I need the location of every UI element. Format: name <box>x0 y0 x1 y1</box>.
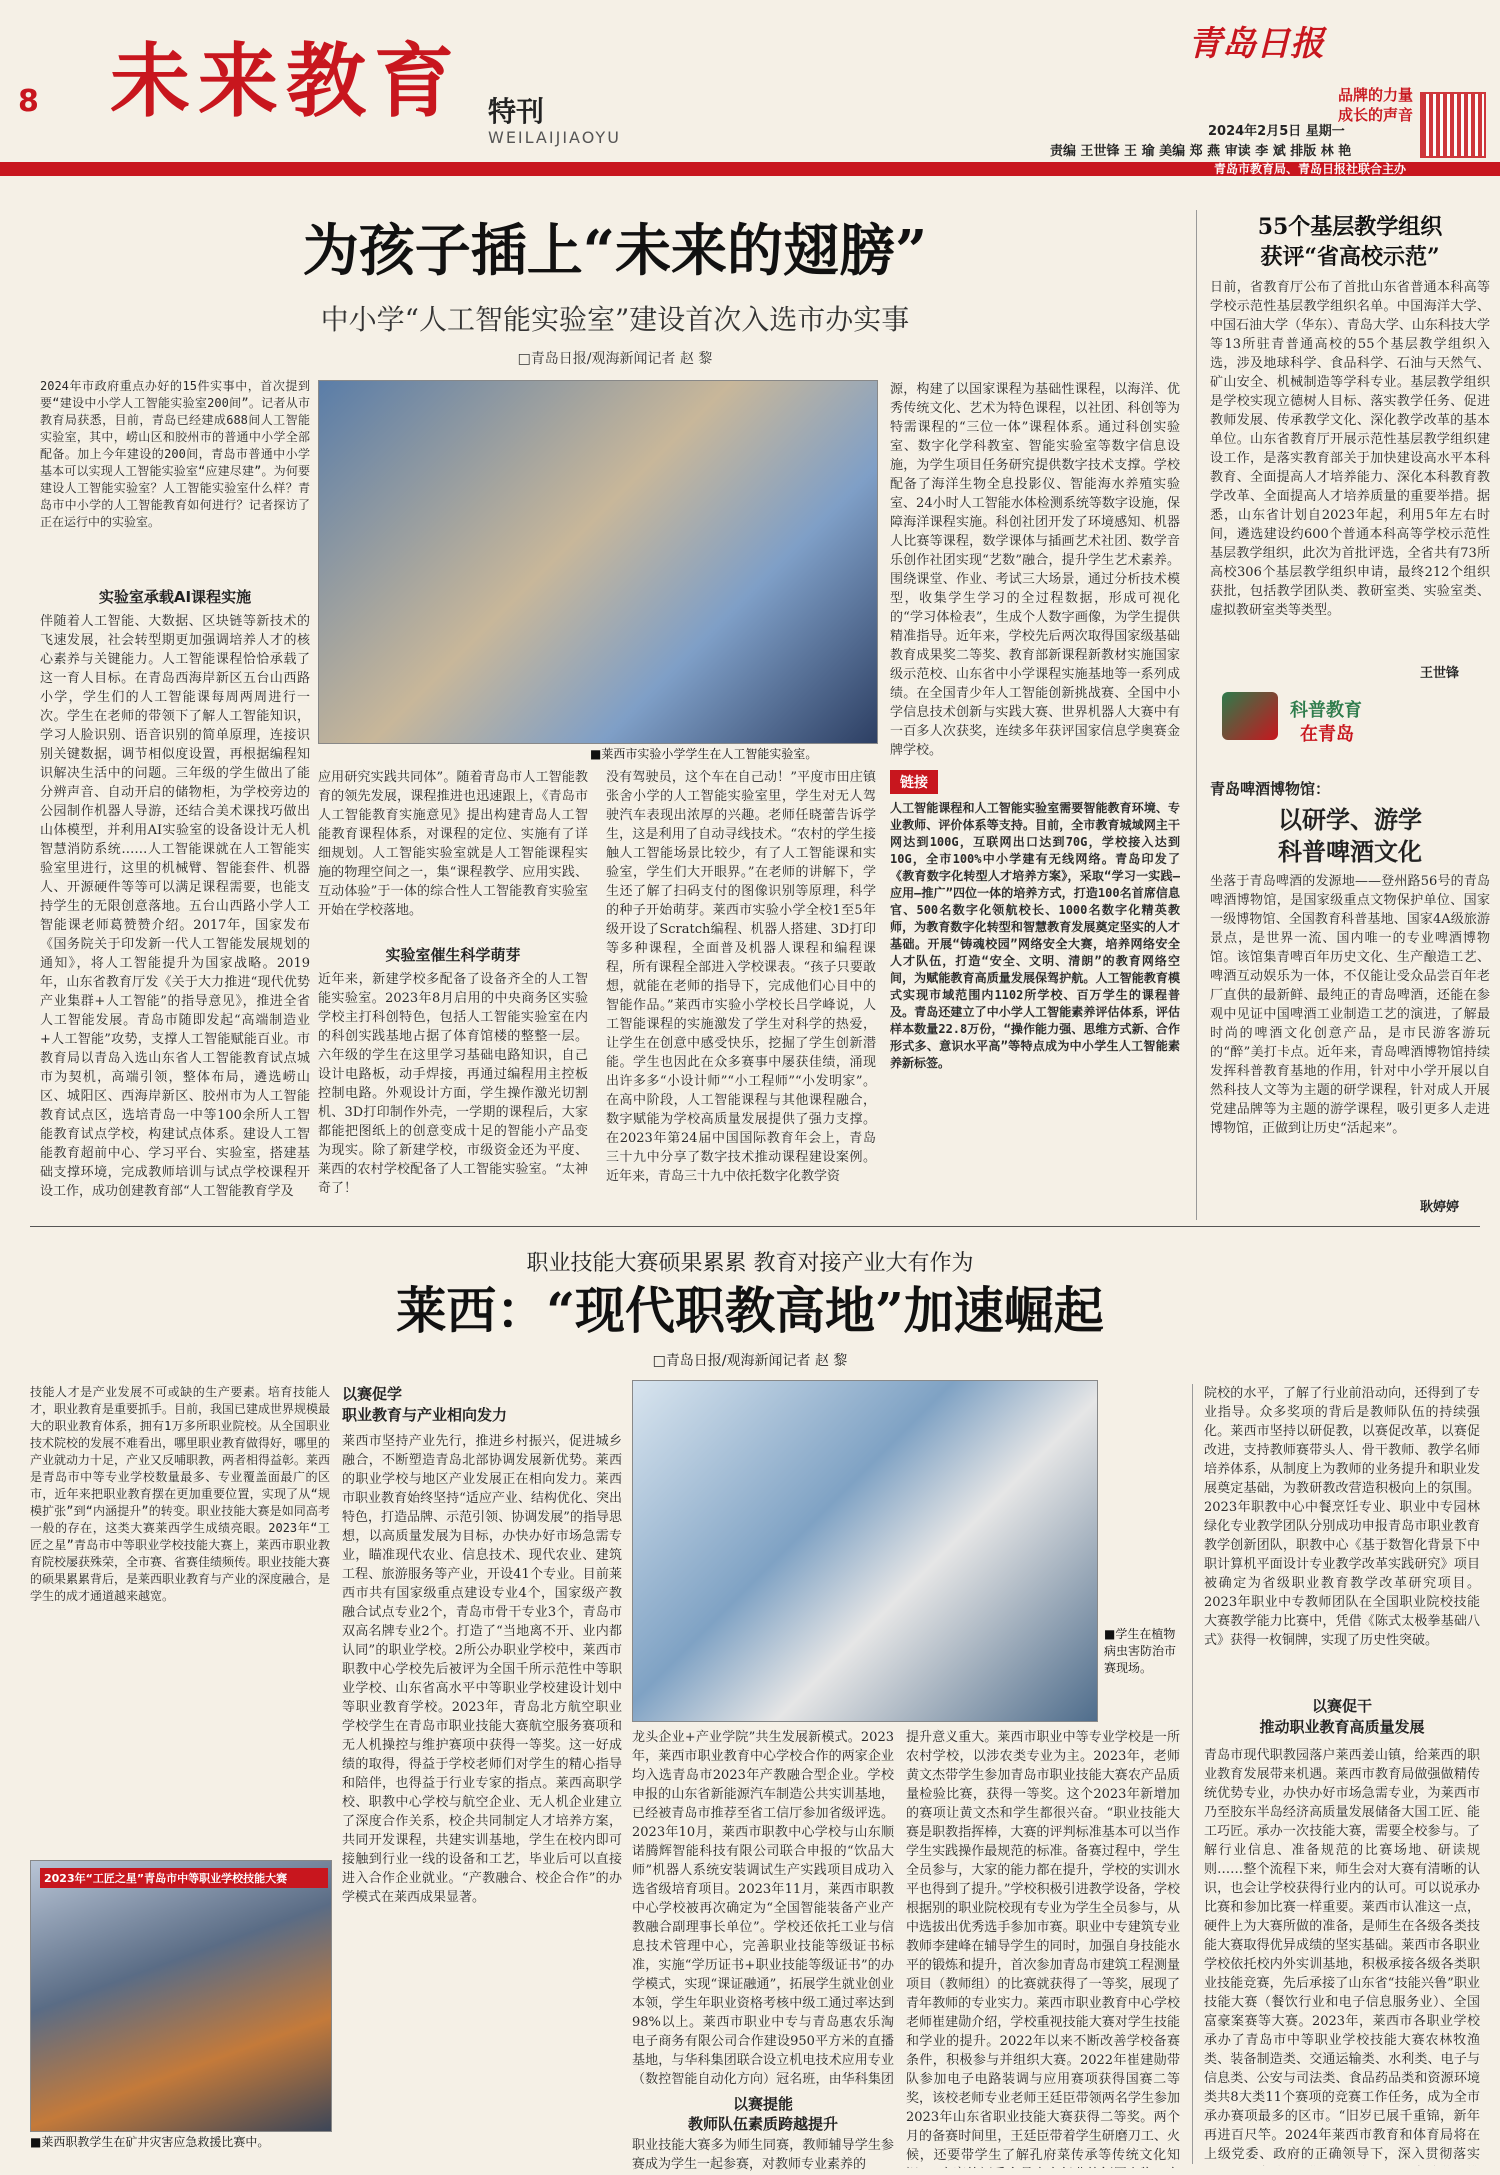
article1-heading-1: 实验室承载AI课程实施 <box>98 588 252 606</box>
plant-lab-photo-caption: ■学生在植物病虫害防治市赛现场。 <box>1104 1627 1177 1675</box>
slogan-line-2: 成长的声音 <box>1338 106 1414 124</box>
article2-byline: □青岛日报/观海新闻记者 赵 黎 <box>652 1353 848 1369</box>
section-divider <box>30 1226 1480 1227</box>
article2-kicker: 职业技能大赛硕果累累 教育对接产业大有作为 <box>526 1251 974 1276</box>
page-number: 8 <box>18 84 39 119</box>
article1-col1: 伴随着人工智能、大数据、区块链等新技术的飞速发展，社会转型期更加强调培养人才的核心素养与关键能力。人工智能课程恰恰承载了这一育人目标。在青岛西海岸新区五台山西路小学，学生们的人工智能课每周两周进行一次。学生在老师的带领下了解人工智能知识，学习人脸识别、语音识别的简单原理，连接识别关键数据，调节相似度设置，再根据编程知识解决生活中的问题。三年级的学生做出了能分辨声音、自动开启的储物柜，为学校旁边的公园制作机器人导游，还结合美术课找巧做出山体模型，并利用AI实验室的设备设计无人机智慧消防系统……人工智能课就在人工智能实验室里进行，这里的机械臂、智能套件、机器人、开源硬件等等可以满足课程需要，也能支持学生的无限创意落地。五台山西路小学人工智能课老师葛赞赞介绍。2017年，国家发布《国务院关于印发新一代人工智能发展规划的通知》，将人工智能提升为国家战略。2019年，山东省教育厅发《关于大力推进“现代优势产业集群+人工智能”的指导意见》，推进全省人工智能发展。青岛市随即发起“高端制造业+人工智能”攻势，支撑人工智能赋能百业。市教育局以青岛入选山东省人工智能教育试点城市为契机，高端引领，整体布局，遴选崂山区、城阳区、西海岸新区、胶州市为人工智能教育试点区，选培青岛一中等100余所人工智能教育试点学校，构建试点体系。建设人工智能教育超前中心、学习平台、实验室，搭建基础支撑环境，完成教师培训与试点学校课程开设工作，成功创建教育部“人工智能教育学及 <box>40 614 310 1199</box>
robot-lab-photo-caption: ■莱西市实验小学学生在人工智能实验室。 <box>590 747 818 761</box>
article1-col2: 应用研究实践共同体”。随着青岛市人工智能教育的领先发展，课程推进也迅速跟上，《青岛市人工智能教育实施意见》提出构建青岛人工智能教育课程体系，对课程的定位、实施有了详细规划。人工智能实验室就是人工智能课程实施的物理空间之一，集“课程教学、应用实践、互动体验”于一体的综合性人工智能教育实验室开始在学校落地。 <box>318 770 588 918</box>
rescue-photo-caption: ■莱西职教学生在矿井灾害应急救援比赛中。 <box>30 2135 270 2149</box>
plant-lab-photo <box>632 1380 1098 1722</box>
article2-col4: 提升意义重大。莱西市职业中等专业学校是一所农村学校，以涉农类专业为主。2023年，老师黄文杰带学生参加青岛市职业技能大赛农产品质量检验比赛，获得一等奖。这个2023年新增加的赛项让黄文杰和学生都很兴奋。“职业技能大赛是职教指挥棒，大赛的评判标准基本可以当作学生实践操作最规范的标准。备赛过程中，学生全员参与，大家的能力都在提升，学校的实训水平也得到了提升。”学校积极引进教学设备，学校根据别的职业院校现有专业为学生全员参与，从中选拔出优秀选手参加市赛。职业中专建筑专业教师李建峰在辅导学生的同时，加强自身技能水平的锻炼和提升，首次参加青岛市建筑工程测量项目（教师组）的比赛就获得了一等奖，展现了青年教师的专业实力。莱西市职业教育中心学校老师崔建勋介绍，学校重视技能大赛对学生技能和学业的提升。2022年以来不断改善学校备赛条件，积极参与并组织大赛。2022年崔建勋带队参加电子电路装调与应用赛项获得国赛二等奖，该校老师专业老师王廷臣带领两名学生参加2023年山东省职业技能大赛获得二等奖。两个月的备赛时间里，王廷臣带着学生研磨刀工、火候，还要带学生了解孔府菜传承等传统文化知 <box>906 1730 1180 2163</box>
side2-kicker: 青岛啤酒博物馆： <box>1210 780 1331 798</box>
qr-code <box>1420 92 1486 158</box>
robot-lab-photo <box>318 380 878 744</box>
article1-subtitle: 中小学“人工智能实验室”建设首次入选市办实事 <box>320 303 910 336</box>
paper-logo: 青岛日报 <box>1188 24 1324 64</box>
article1-heading-2: 实验室催生科学萌芽 <box>385 946 521 964</box>
side1-author: 王世锋 <box>1420 666 1460 681</box>
article1-col4: 没有驾驶员，这个车在自己动！”平度市田庄镇张舍小学的人工智能实验室里，学生对无人驾驶汽车表现出浓厚的兴趣。老师任晓蕾告诉学生，这是利用了自动寻线技术。“农村的学生接触人工智能场景比较少，有了人工智能课和实验室，学生们大开眼界。”在老师的讲解下，学生还了解了扫码支付的图像识别等原理，科学的种子开始萌芽。莱西市实验小学全校1至5年级开设了Scratch编程、机器人搭建、3D打印等多种课程，全面普及机器人课程和编程课程，所有课程全部进入学校课表。“孩子只要敢想，就能在老师的指导下，完成他们心目中的智能作品。”莱西市实验小学校长吕学峰说，人工智能课程的实施激发了学生对科学的热爱，让学生在创意中感受快乐，挖掘了学生创新潜能。学生也因此在众多赛事中屡获佳绩，涌现出许多多“小设计师”“小工程师”“小发明家”。在高中阶段，人工智能课程与其他课程融合，数字赋能为学校高质量发展提供了强力支撑。在2023年第24届中国国际教育年会上，青岛三十九中分享了数字技术推动课程建设案例。近年来，青岛三十九中依托数字化教学资 <box>606 770 876 1184</box>
pinyin-label: WEILAIJIAOYU <box>488 128 621 147</box>
science-logo-icon <box>1222 692 1278 740</box>
article2-col3: 龙头企业+产业学院”共生发展新模式。2023年，莱西市职业教育中心学校合作的两家企业均入选青岛市2023年产教融合型企业。学校申报的山东省新能源汽车制造公共实训基地，已经被青岛市推荐至省工信厅参加省级评选。2023年10月，莱西市职教中心学校与山东顺诺腾辉智能科技有限公司联合申报的“饮品大师”机器人系统安装调试生产实践项目成功入选省级培育项目。2023年11月，莱西市职教中心学校被再次确定为“全国智能装备产业产教融合副理事长单位”。学校还依托工业与信息技术管理中心，完善职业技能等级证书标准，实施“学历证书+职业技能等级证书”的办学模式，实现“课证融通”，拓展学生就业创业本领，学生年职业资格考核中级工通过率达到98%以上。莱西市职业中专与青岛惠农乐淘电子商务有限公司合作建设950平方米的直播基地，与华科集团联合设立机电技术应用专业（数控智能自动化方向）冠名班，由华科集团 <box>632 1730 894 2086</box>
special-label: 特刊 <box>488 95 545 128</box>
article1-col3: 近年来，新建学校多配备了设备齐全的人工智能实验室。2023年8月启用的中央商务区实验学校主打科创特色，包括人工智能实验室在内的科创实践基地占据了体育馆楼的整整一层。六年级的学生在这里学习基础电路知识，自己设计电路板，动手焊接，再通过编程用主控板控制电路。外观设计方面，学生操作激光切割机、3D打印制作外壳，一学期的课程后，大家都能把图纸上的创意变成十足的智能小产品变为现实。除了新建学校，市级资金还为平度、莱西的农村学校配备了人工智能实验室。“太神奇了！ <box>318 972 588 1196</box>
co-organizer: 青岛市教育局、青岛日报社联合主办 <box>1208 162 1412 176</box>
slogan-line-1: 品牌的力量 <box>1338 86 1414 104</box>
section-title: 未来教育 <box>110 34 462 128</box>
side1-title-line-1: 55个基层教学组织 <box>1257 214 1443 240</box>
article2-lead: 技能人才是产业发展不可或缺的生产要素。培育技能人才，职业教育是重要抓手。目前，我国已建成世界规模最大的职业教育体系，拥有1万多所职业院校。从全国职业技术院校的发展不难看出，哪里职业教育做得好，哪里的产业就动力十足，产业又反哺职教，两者相得益彰。莱西是青岛市中等专业学校数量最多、专业覆盖面最广的区市，近年来把职业教育摆在更加重要位置，实现了从“规模扩张”到“内涵提升”的转变。职业技能大赛是如同高考一般的存在，这类大赛莱西学生成绩亮眼。2023年“工匠之星”青岛市中等职业学校技能大赛上，莱西市职业教育院校屡获殊荣，全市赛、省赛佳绩频传。职业技能大赛的硕果累累背后，是莱西职业教育与产业的深度融合，是学生的成才通道越来越宽。 <box>30 1385 330 1603</box>
article1-byline: □青岛日报/观海新闻记者 赵 黎 <box>517 351 713 367</box>
article2-heading-3: 以赛促干 推动职业教育高质量发展 <box>1259 1697 1425 1736</box>
article1-title: 为孩子插上“未来的翅膀” <box>302 218 928 284</box>
sidebar-divider <box>1196 210 1197 1220</box>
science-logo-text-2: 在青岛 <box>1300 724 1354 745</box>
side1-title-line-2: 获评“省高校示范” <box>1260 244 1440 270</box>
article1-lead: 2024年市政府重点办好的15件实事中，首次提到要“建设中小学人工智能实验室200间”。记者从市教育局获悉，目前，青岛已经建成688间人工智能实验室，其中，崂山区和胶州市的普通中小学全部配备。加上今年建设的200间，青岛市普通中小学基本可以实现人工智能实验室“应建尽建”。为何要建设人工智能实验室？人工智能实验室什么样？青岛市中小学的人工智能教育如何进行？记者探访了正在运行中的实验室。 <box>40 379 310 529</box>
article2-heading-2: 以赛提能 教师队伍素质跨越提升 <box>687 2095 838 2133</box>
rescue-competition-photo <box>30 1860 332 2132</box>
issue-date: 2024年2月5日 星期一 <box>1208 124 1345 139</box>
side2-title-line-1: 以研学、游学 <box>1278 805 1422 834</box>
article2-title: 莱西：“现代职教高地”加速崛起 <box>396 1281 1104 1340</box>
link-tag: 链接 <box>890 770 938 794</box>
side2-title-line-2: 科普啤酒文化 <box>1278 837 1422 866</box>
article2-col2: 莱西市坚持产业先行，推进乡村振兴，促进城乡融合，不断塑造青岛北部协调发展新优势。莱西的职业学校与地区产业发展正在相向发力。莱西市职业教育始终坚持“适应产业、结构优化、突出特色，打造品牌、示范引领、协调发展”的指导思想，以高质量发展为目标，办快办好市场急需专业，瞄准现代农业、信息技术、现代农业、建筑工程、旅游服务等产业，开设41个专业。目前莱西市共有国家级重点建设专业4个，国家级产教融合试点专业2个，青岛市骨干专业3个，青岛市双高名牌专业2个。打造了“当地离不开、业内都认同”的职业学校。2所公办职业学校中，莱西市职教中心学校先后被评为全国千所示范性中等职业学校、山东省高水平中等职业学校建设计划中等职业教育学校。2023年，青岛北方航空职业学校学生在青岛市职业技能大赛航空服务赛项和无人机操控与维护赛项中获得一等奖。这一好成绩的取得，得益于学校老师们对学生的精心指导和陪伴，也得益于行业专家的指点。莱西高职学校、职教中心学校与航空企业、无人机企业建立了深度合作关系，校企共同制定人才培养方案，共同开发课程，共建实训基地，学生在校内即可接触到行业一线的设备和工艺，毕业后可以直接进入合作企业就业。“产教融合、校企合作”的办学模式在莱西成果显著。 <box>342 1434 622 1905</box>
article2-col3b: 职业技能大赛多为师生同赛，教师辅导学生参赛成为学生一起参赛，对教师专业素养的 <box>632 2138 894 2172</box>
article1-col5: 源，构建了以国家课程为基础性课程，以海洋、优秀传统文化、艺术为特色课程，以社团、科创等为特需课程的“三位一体”课程体系。通过科创实验室、数字化学科教室、智能实验室等数字信息设施，为学生项目任务研究提供数字技术支撑。学校配备了海洋生物全息投影仪、智能海水养殖实验室、24小时人工智能水体检测系统等数字设施，保障海洋课程实施。科创社团开发了环境感知、机器人比赛等课程，数学课体与插画艺术社团、数学音乐创作社团实现“艺数”融合，提升学生艺术素养。围绕课堂、作业、考试三大场景，通过分析技术模型，收集学生学习的全过程数据，形成可视化的“学习体检表”，生成个人数字画像，为学生提供精准指导。近年来，学校先后两次取得国家级基础教育成果奖二等奖、教育部新课程新教材实施国家级示范校、山东省中小学课程实施基地等一系列成绩。在全国青少年人工智能创新挑战赛、全国中小学信息技术创新与实践大赛、世界机器人大赛中有一百多人次获奖，连续多年获评国家信息学奥赛金牌学校。 <box>890 382 1180 758</box>
article2-sidebar-divider <box>1192 1384 1193 2164</box>
rescue-photo-banner: 2023年“工匠之星”青岛市中等职业学校技能大赛 <box>40 1868 328 1888</box>
editor-credits: 责编 王世锋 王 瑜 美编 郑 燕 审读 李 斌 排版 林 艳 <box>1050 144 1352 159</box>
article2-heading-1: 以赛促学 职业教育与产业相向发力 <box>342 1385 508 1424</box>
article2-col5b: 青岛市现代职教园落户莱西姜山镇，给莱西的职业教育发展带来机遇。莱西市教育局做强做精传统优势专业，办快办好市场急需专业，为莱西市乃至胶东半岛经济高质量发展储备大国工匠、能工巧匠。承办一次技能大赛，需要全校参与。了解行业信息、准备规范的比赛场地、研读规则……整个流程下来，师生会对大赛有清晰的认识，也会让学校获得行业内的认可。可以说承办比赛和参加比赛一样重要。莱西市认准这一点，硬件上为大赛所做的准备，是师生在各级各类技能大赛取得优异成绩的坚实基础。莱西市各职业学校依托校内外实训基地，积极承接各级各类职业技能竞赛，先后承接了山东省“技能兴鲁”职业技能大赛（餐饮行业和电子信息服务业）、全国富豪案赛等大赛。2023年，莱西市各职业学校承办了青岛市中等职业学校技能大赛农林牧渔类、装备制造类、交通运输类、水利类、电子与信息类、公安与司法类、食品药品类和资源环境类共8大类11个赛项的竞赛工作任务，成为全市承办赛项最多的区市。“旧岁已展千重锦，新年再进百尺竿。2024年莱西市教育和体育局将在上级党委、政府的正确领导下，深入贯彻落实 <box>1204 1748 1480 2162</box>
science-logo-text-1: 科普教育 <box>1290 700 1362 721</box>
article2-col5: 院校的水平，了解了行业前沿动向，还得到了专业指导。众多奖项的背后是教师队伍的持续强化。莱西市坚持以研促教，以赛促改革，以赛促改进，支持教师赛带头人、骨干教师、教学名师培养体系，从制度上为教师的业务提升和职业发展奠定基础，为教研教改营造积极向上的氛围。2023年职教中心中餐烹饪专业、职业中专园林绿化专业教学团队分别成功申报青岛市职业教育教学创新团队，职教中心《基于数智化背景下中职计算机平面设计专业教学改革实践研究》项目被确定为省级职业教育教学改革研究项目。2023年职业中专教师团队在全国职业院校技能大赛教学能力比赛中，凭借《陈式太极拳基础八式》获得一枚铜牌，实现了历史性突破。 <box>1204 1386 1480 1648</box>
side1-body: 日前，省教育厅公布了首批山东省普通本科高等学校示范性基层教学组织名单。中国海洋大学、中国石油大学（华东）、青岛大学、山东科技大学等13所驻青普通高校的55个基层教学组织入选，涉及地球科学、食品科学、石油与天然气、矿山安全、机械制造等学科专业。基层教学组织是学校实现立德树人目标、落实教学任务、促进教师发展、传承教学文化、深化教学改革的基本单位。山东省教育厅开展示范性基层教学组织建设工作，是落实教育部关于加快建设高水平本科教育、全面提高人才培养能力、深化本科教育教学改革、全面提高人才培养质量的重要举措。据悉，山东省计划自2023年起，利用5年左右时间，遴选建设约600个普通本科高等学校示范性基层教学组织，此次为首批评选，全省共有73所高校306个基层教学组织申请，最终212个组织获批，包括教学团队类、教研室类、实验室类、虚拟教研室类等类型。 <box>1210 280 1490 618</box>
link-text: 人工智能课程和人工智能实验室需要智能教育环境、专业教师、评价体系等支持。目前，全市教育城域网主干网达到100G，互联网出口达到70G，学校接入达到10G，全市100%中小学建有无线网络。青岛印发了《教育数字化转型人才培养方案》，采取“学习一实践—应用—推广”四位一体的培养方式，打造100名首席信息官、500名数字化领航校长、1000名数字化精英教师，为教育数字化转型和智慧教育发展奠定坚实的人才基础。开展“铸魂校园”网络安全大赛，培养网络安全人才队伍，打造“安全、文明、清朗”的教育网络空间，为赋能教育高质量发展保驾护航。人工智能教育模式实现市域范围内1102所学校、百万学生的课程普及。青岛还建立了中小学人工智能素养评估体系，评估样本数量22.8万份，“操作能力强、思维方式新、合作形式多、意识水平高”等特点成为中小学生人工智能素养新标签。 <box>890 801 1180 1070</box>
side2-author: 耿婷婷 <box>1420 1200 1460 1215</box>
side2-body: 坐落于青岛啤酒的发源地——登州路56号的青岛啤酒博物馆，是国家级重点文物保护单位、国家一级博物馆、全国教育科普基地、国家4A级旅游景点，是世界一流、国内唯一的专业啤酒博物馆。该馆集青啤百年历史文化、生产酿造工艺、啤酒互动娱乐为一体，不仅能让受众品尝百年老厂直供的最新鲜、最纯正的青岛啤酒，还能在参观中见证中国啤酒工业制造工艺的演进，了解最时尚的啤酒文化创意产品，是市民游客游玩的“醉”美打卡点。近年来，青岛啤酒博物馆持续发挥科普教育基地的作用，针对中小学开展以自然科技人文等为主题的研学课程，针对成人开展党建品牌等为主题的游学课程，吸引更多人走进博物馆，正做到让历史“活起来”。 <box>1210 874 1490 1136</box>
